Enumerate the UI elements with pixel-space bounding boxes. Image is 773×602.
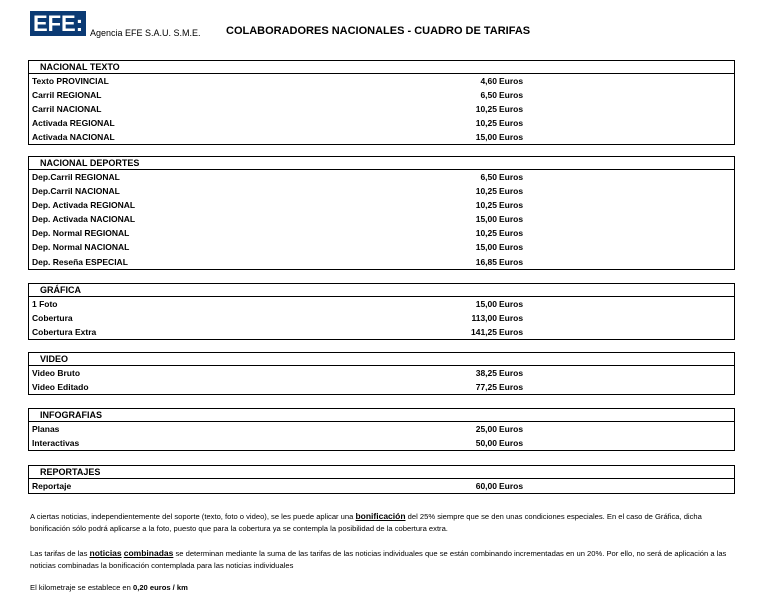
tariff-value: 6,50 xyxy=(480,90,497,101)
tariff-value: 16,85 xyxy=(475,256,497,267)
tariff-value: 15,00 xyxy=(475,242,497,253)
tariff-unit: Euros xyxy=(499,200,524,211)
tariff-row xyxy=(29,297,734,311)
tariff-unit: Euros xyxy=(499,382,524,393)
tariff-section xyxy=(28,465,735,494)
note-term-bonificacion: bonificación xyxy=(355,511,406,521)
tariff-unit: Euros xyxy=(499,327,524,338)
tariff-row xyxy=(29,198,734,212)
tariff-section xyxy=(28,283,735,340)
note-kilometraje xyxy=(30,582,740,594)
section-title: VIDEO xyxy=(29,353,734,366)
tariff-label: 1 Foto xyxy=(32,299,58,309)
tariff-label: Planas xyxy=(32,424,60,434)
note-text: A ciertas noticias, independientemente del soporte (texto, foto o video), se les puede aplicar una xyxy=(30,512,356,521)
tariff-row xyxy=(29,226,734,240)
tariff-row xyxy=(29,380,734,394)
tariff-unit: Euros xyxy=(499,172,524,182)
tariff-unit: Euros xyxy=(499,214,524,225)
tariff-label: Dep.Carril NACIONAL xyxy=(32,186,120,197)
tariff-row xyxy=(29,366,734,380)
tariff-row xyxy=(29,130,734,144)
agency-name: Agencia EFE S.A.U. S.M.E. xyxy=(90,28,201,38)
tariff-row xyxy=(29,116,734,130)
note-text: El kilometraje se establece en xyxy=(30,583,133,592)
tariff-unit: Euros xyxy=(499,76,524,86)
tariff-unit: Euros xyxy=(499,242,524,253)
tariff-label: Cobertura xyxy=(32,313,73,324)
tariff-label: Reportaje xyxy=(32,481,72,491)
tariff-unit: Euros xyxy=(499,424,524,434)
tariff-row xyxy=(29,479,734,493)
tariff-label: Dep. Normal NACIONAL xyxy=(32,242,130,253)
note-text: del 25% siempre que se den unas condiciones especiales. En el caso de Gráfica, dicha bonificación sólo podrá aplicarse a la foto, puesto que para la cobertura ya se contempla la posibilidad de la cobertura extra. xyxy=(30,512,702,533)
tariff-label: Video Editado xyxy=(32,382,89,393)
tariff-value: 15,00 xyxy=(475,132,497,143)
tariff-label: Interactivas xyxy=(32,438,80,449)
note-text: se determinan mediante la suma de las tarifas de las noticias individuales que se están combinando incrementadas en un 20%. Por ello, no será de aplicación a las noticias combinadas la bonificación contemplada para las noticias individuales xyxy=(30,549,727,570)
tariff-row xyxy=(29,422,734,436)
tariff-value: 113,00 xyxy=(471,313,497,324)
tariff-section xyxy=(28,156,735,270)
tariff-section xyxy=(28,408,735,451)
tariff-value: 15,00 xyxy=(475,299,497,309)
tariff-value: 60,00 xyxy=(475,481,497,491)
tariff-row xyxy=(29,311,734,325)
note-bonificacion xyxy=(30,510,740,535)
tariff-label: Activada NACIONAL xyxy=(32,132,115,143)
tariff-unit: Euros xyxy=(499,481,524,491)
tariff-section xyxy=(28,352,735,395)
tariff-label: Dep. Activada NACIONAL xyxy=(32,214,136,225)
tariff-label: Activada REGIONAL xyxy=(32,118,115,129)
efe-logo: EFE: xyxy=(30,11,86,36)
note-km-rate: 0,20 euros / km xyxy=(133,583,188,592)
tariff-row xyxy=(29,102,734,116)
tariff-value: 10,25 xyxy=(475,228,497,239)
tariff-row xyxy=(29,212,734,226)
tariff-value: 77,25 xyxy=(475,382,497,393)
tariff-unit: Euros xyxy=(499,186,524,197)
tariff-label: Texto PROVINCIAL xyxy=(32,76,109,86)
tariff-row xyxy=(29,325,734,339)
tariff-unit: Euros xyxy=(499,368,524,378)
note-text: Las tarifas de las xyxy=(30,549,90,558)
tariff-value: 4,60 xyxy=(480,76,497,86)
tariff-unit: Euros xyxy=(499,299,524,309)
tariff-unit: Euros xyxy=(499,313,524,324)
tariff-unit: Euros xyxy=(499,256,524,267)
tariff-label: Dep. Normal REGIONAL xyxy=(32,228,130,239)
tariff-value: 50,00 xyxy=(475,438,497,449)
tariff-value: 141,25 xyxy=(471,327,497,338)
tariff-row xyxy=(29,74,734,88)
note-term-combinadas: combinadas xyxy=(123,548,174,558)
document-header xyxy=(30,10,750,40)
section-title: GRÁFICA xyxy=(29,284,734,297)
tariff-unit: Euros xyxy=(499,228,524,239)
note-combinadas xyxy=(30,547,740,572)
tariff-value: 10,25 xyxy=(475,200,497,211)
tariff-value: 6,50 xyxy=(480,172,497,182)
tariff-row xyxy=(29,184,734,198)
tariff-section xyxy=(28,60,735,145)
tariff-row xyxy=(29,436,734,450)
note-term-noticias: noticias xyxy=(89,548,122,558)
tariff-row xyxy=(29,240,734,254)
tariff-row xyxy=(29,88,734,102)
tariff-value: 10,25 xyxy=(475,186,497,197)
section-title: NACIONAL DEPORTES xyxy=(29,157,734,170)
tariff-row xyxy=(29,255,734,269)
tariff-value: 25,00 xyxy=(475,424,497,434)
tariff-unit: Euros xyxy=(499,438,524,449)
tariff-unit: Euros xyxy=(499,104,524,115)
tariff-value: 10,25 xyxy=(475,118,497,129)
tariff-unit: Euros xyxy=(499,90,524,101)
tariff-value: 15,00 xyxy=(475,214,497,225)
tariff-label: Carril REGIONAL xyxy=(32,90,102,101)
tariff-unit: Euros xyxy=(499,132,524,143)
tariff-label: Dep.Carril REGIONAL xyxy=(32,172,120,182)
tariff-label: Video Bruto xyxy=(32,368,81,378)
tariff-row xyxy=(29,170,734,184)
section-title: NACIONAL TEXTO xyxy=(29,61,734,74)
tariff-label: Dep. Reseña ESPECIAL xyxy=(32,256,128,267)
tariff-value: 10,25 xyxy=(475,104,497,115)
tariff-value: 38,25 xyxy=(475,368,497,378)
tariff-unit: Euros xyxy=(499,118,524,129)
document-title: COLABORADORES NACIONALES - CUADRO DE TARIFAS xyxy=(226,25,531,37)
tariff-label: Dep. Activada REGIONAL xyxy=(32,200,136,211)
section-title: REPORTAJES xyxy=(29,466,734,479)
tariff-label: Carril NACIONAL xyxy=(32,104,102,115)
section-title: INFOGRAFIAS xyxy=(29,409,734,422)
tariff-label: Cobertura Extra xyxy=(32,327,97,338)
